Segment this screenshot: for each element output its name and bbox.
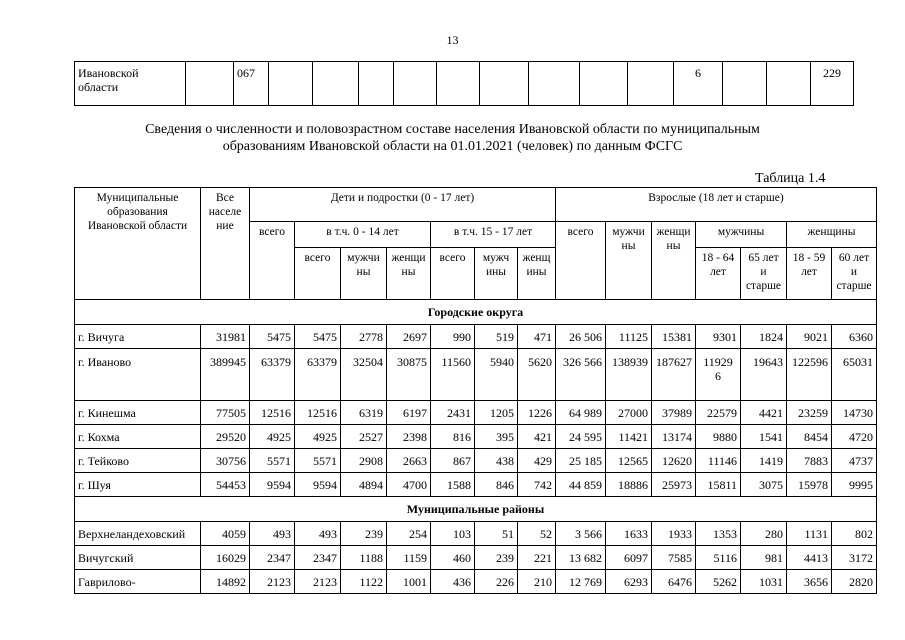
header-adult-all: всего [556,222,606,300]
table-cell: 5571 [295,449,341,473]
table-cell: 5475 [295,325,341,349]
municipality-name: г. Вичуга [75,325,201,349]
table-cell [313,62,359,106]
table-cell: 4925 [295,425,341,449]
table-cell: 239 [475,546,518,570]
municipality-name: г. Тейково [75,449,201,473]
table-cell: 14892 [201,570,250,594]
table-cell: 5116 [696,546,741,570]
table-cell: 3 566 [556,522,606,546]
table-cell: 2527 [341,425,387,449]
table-cell: 4421 [741,401,787,425]
table-cell: 2820 [832,570,877,594]
header-men-15-17: мужч ины [475,248,518,300]
table-cell: 493 [250,522,295,546]
table-row [75,570,877,594]
table-cell: 210 [518,570,556,594]
section-title: Городские округа [75,300,877,325]
table-cell: 11929 6 [696,349,741,401]
table-cell: 429 [518,449,556,473]
table-row [75,349,877,401]
table-cell: 1541 [741,425,787,449]
table-cell: 5262 [696,570,741,594]
row-name-cell [75,62,186,106]
table-cell: 15978 [787,473,832,497]
table-cell: 103 [431,522,475,546]
table-row [75,546,877,570]
table-cell: 4720 [832,425,877,449]
table-cell: 2398 [387,425,431,449]
table-cell: 12620 [652,449,696,473]
table-cell: 1131 [787,522,832,546]
table-cell: 867 [431,449,475,473]
table-cell: 493 [295,522,341,546]
table-cell: 9880 [696,425,741,449]
table-cell [529,62,580,106]
table-cell: 11421 [606,425,652,449]
table-cell: 29520 [201,425,250,449]
header-children-all: всего [250,222,295,300]
table-cell: 12 769 [556,570,606,594]
table-cell: 12516 [250,401,295,425]
table-cell: 1353 [696,522,741,546]
table-cell: 1031 [741,570,787,594]
table-cell: 4894 [341,473,387,497]
table-cell: 395 [475,425,518,449]
table-cell: 3172 [832,546,877,570]
table-cell: 64 989 [556,401,606,425]
table-cell: 77505 [201,401,250,425]
table-cell: 9301 [696,325,741,349]
table-cell: 138939 [606,349,652,401]
table-cell: 229 [811,62,854,106]
table-cell: 4925 [250,425,295,449]
table-cell: 5475 [250,325,295,349]
table-cell: 31981 [201,325,250,349]
table-cell: 22579 [696,401,741,425]
header-adult-women: женщи ны [652,222,696,300]
table-cell: 239 [341,522,387,546]
table-cell: 12516 [295,401,341,425]
table-cell: 816 [431,425,475,449]
header-total-population: Все населе ние [201,188,250,300]
table-cell: 6476 [652,570,696,594]
table-cell: 742 [518,473,556,497]
table-cell: 11125 [606,325,652,349]
table-cell: 122596 [787,349,832,401]
table-row [75,62,854,106]
table-cell: 421 [518,425,556,449]
table-cell: 6097 [606,546,652,570]
table-cell: 52 [518,522,556,546]
table-cell: 2347 [250,546,295,570]
table-cell: 37989 [652,401,696,425]
table-cell: 5940 [475,349,518,401]
table-cell [186,62,234,106]
table-cell: 3075 [741,473,787,497]
table-cell: 389945 [201,349,250,401]
table-cell: 460 [431,546,475,570]
table-cell: 13 682 [556,546,606,570]
table-cell: 1205 [475,401,518,425]
table-cell: 16029 [201,546,250,570]
table-cell: 26 506 [556,325,606,349]
table-cell: 23259 [787,401,832,425]
header-all-0-14: всего [295,248,341,300]
table-cell: 471 [518,325,556,349]
table-row [75,522,877,546]
table-cell: 280 [741,522,787,546]
table-cell: 44 859 [556,473,606,497]
table-cell: 9021 [787,325,832,349]
table-cell: 25 185 [556,449,606,473]
table-cell: 11560 [431,349,475,401]
municipality-name: Вичугский [75,546,201,570]
table-cell [628,62,674,106]
heading-line-1: Сведения о численности и половозрастном составе населения Ивановской области по муниципальным [145,122,760,137]
page-number: 13 [446,33,459,47]
header-row [75,188,877,222]
header-men-0-14: мужчи ны [341,248,387,300]
section-row [75,497,877,522]
table-cell: 4700 [387,473,431,497]
table-cell: 187627 [652,349,696,401]
header-women-18-59: 18 - 59 лет [787,248,832,300]
table-cell: 2908 [341,449,387,473]
header-municipal: Муниципальные образования Ивановской области [75,188,201,300]
header-women-15-17: женщ ины [518,248,556,300]
table-cell: 221 [518,546,556,570]
table-cell: 25973 [652,473,696,497]
population-table [74,187,877,594]
table-cell: 226 [475,570,518,594]
table-cell: 990 [431,325,475,349]
table-cell: 326 566 [556,349,606,401]
table-cell: 54453 [201,473,250,497]
table-cell: 12565 [606,449,652,473]
municipality-name: г. Кохма [75,425,201,449]
table-cell: 254 [387,522,431,546]
table-cell: 1001 [387,570,431,594]
header-all-15-17: всего [431,248,475,300]
table-cell [480,62,529,106]
table-cell: 1188 [341,546,387,570]
table-cell: 1419 [741,449,787,473]
table-cell: 6197 [387,401,431,425]
table-cell: 7585 [652,546,696,570]
table-cell: 63379 [250,349,295,401]
table-cell: 1122 [341,570,387,594]
table-cell: 8454 [787,425,832,449]
table-cell: 30756 [201,449,250,473]
municipality-name: г. Иваново [75,349,201,401]
table-cell: 7883 [787,449,832,473]
table-cell: 9995 [832,473,877,497]
table-cell: 15811 [696,473,741,497]
table-cell [394,62,437,106]
table-cell: 15381 [652,325,696,349]
table-cell: 9594 [250,473,295,497]
header-women-group: женщины [787,222,877,248]
header-women-0-14: женщи ны [387,248,431,300]
heading-line-2: образованиям Ивановской области на 01.01.2021 (человек) по данным ФСГС [222,139,683,154]
municipality-name: Гаврилово- [75,570,201,594]
table-cell [723,62,767,106]
table-cell: 981 [741,546,787,570]
table-cell: 1226 [518,401,556,425]
table-cell: 32504 [341,349,387,401]
row-name-line: области [78,80,119,94]
table-cell: 6293 [606,570,652,594]
municipality-name: Верхнеландеховский [75,522,201,546]
table-cell: 5620 [518,349,556,401]
header-men-18-64: 18 - 64 лет [696,248,741,300]
table-cell: 63379 [295,349,341,401]
table-cell: 14730 [832,401,877,425]
table-cell: 2778 [341,325,387,349]
table-cell: 6360 [832,325,877,349]
table-cell: 27000 [606,401,652,425]
table-heading [0,121,905,155]
table-cell: 2663 [387,449,431,473]
table-cell: 4413 [787,546,832,570]
table-row [75,401,877,425]
table-cell: 65031 [832,349,877,401]
section-title: Муниципальные районы [75,497,877,522]
table-cell: 519 [475,325,518,349]
table-label: Таблица 1.4 [755,171,826,186]
header-men-group: мужчины [696,222,787,248]
header-women-60-plus: 60 лет и старше [832,248,877,300]
table-cell: 2347 [295,546,341,570]
table-cell: 802 [832,522,877,546]
table-cell: 1633 [606,522,652,546]
municipality-name: г. Кинешма [75,401,201,425]
header-adult-men: мужчи ны [606,222,652,300]
table-cell: 19643 [741,349,787,401]
header-children: Дети и подростки (0 - 17 лет) [250,188,556,222]
table-cell: 51 [475,522,518,546]
table-cell [580,62,628,106]
table-row [75,425,877,449]
table-cell [359,62,394,106]
table-body [75,300,877,594]
table-cell: 6 [674,62,723,106]
table-cell: 1588 [431,473,475,497]
table-cell: 18886 [606,473,652,497]
table-cell: 30875 [387,349,431,401]
table-cell [437,62,480,106]
continuation-table [74,61,854,106]
header-age-0-14: в т.ч. 0 - 14 лет [295,222,431,248]
table-cell: 6319 [341,401,387,425]
table-cell: 2123 [250,570,295,594]
table-cell: 4737 [832,449,877,473]
header-adults: Взрослые (18 лет и старше) [556,188,877,222]
table-cell: 4059 [201,522,250,546]
header-age-15-17: в т.ч. 15 - 17 лет [431,222,556,248]
table-cell: 067 [234,62,269,106]
table-cell [269,62,313,106]
table-cell: 2123 [295,570,341,594]
table-cell: 24 595 [556,425,606,449]
table-cell: 2697 [387,325,431,349]
table-cell: 9594 [295,473,341,497]
table-cell: 1159 [387,546,431,570]
table-row [75,473,877,497]
table-cell: 438 [475,449,518,473]
header-men-65-plus: 65 лет и старше [741,248,787,300]
table-cell: 846 [475,473,518,497]
table-cell: 5571 [250,449,295,473]
row-name-line: Ивановской [78,66,139,80]
table-cell: 2431 [431,401,475,425]
table-cell: 11146 [696,449,741,473]
table-cell: 436 [431,570,475,594]
table-row [75,449,877,473]
section-row [75,300,877,325]
table-cell [767,62,811,106]
table-cell: 1824 [741,325,787,349]
municipality-name: г. Шуя [75,473,201,497]
table-row [75,325,877,349]
table-cell: 1933 [652,522,696,546]
table-cell: 3656 [787,570,832,594]
table-cell: 13174 [652,425,696,449]
